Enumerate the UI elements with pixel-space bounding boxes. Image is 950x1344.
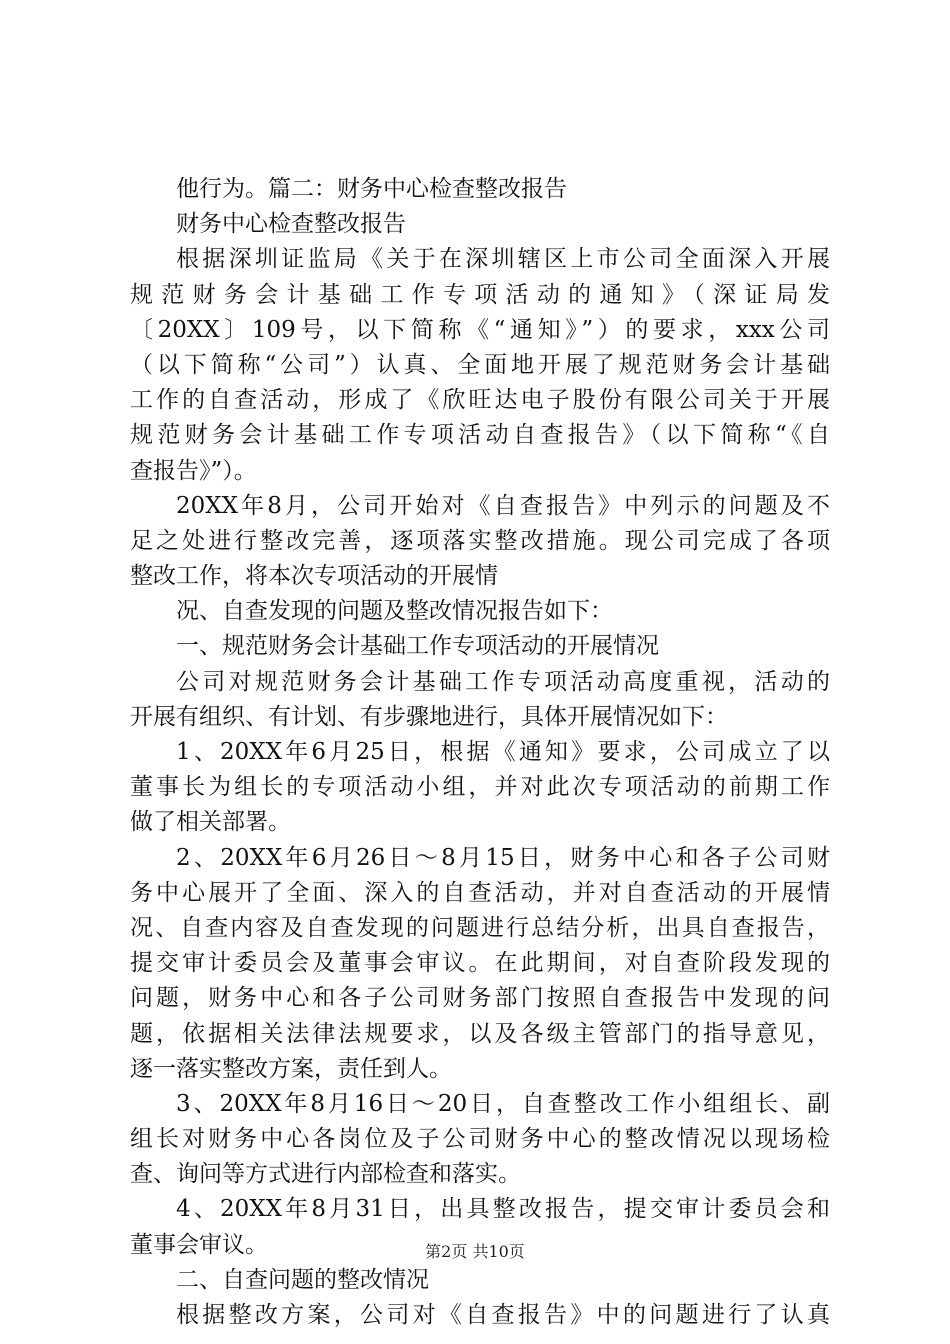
page-number-footer: 第2页 共10页 — [425, 1242, 525, 1261]
text-line: （以下简称“公司”）认真、全面地开展了规范财务会计基础 — [130, 351, 830, 378]
text-line: 〔20XX〕109号，以下简称《“通知》”）的要求，xxx公司 — [130, 316, 830, 343]
text-line: 况、自查内容及自查发现的问题进行总结分析，出具自查报告， — [130, 914, 830, 941]
text-line: 规范财务会计基础工作专项活动的通知》（深证局发 — [130, 281, 830, 308]
text-line: 整改工作，将本次专项活动的开展情 — [130, 563, 498, 590]
text-line: 财务中心检查整改报告 — [176, 211, 406, 238]
text-line: 逐一落实整改方案，责任到人。 — [130, 1055, 452, 1082]
text-line: 提交审计委员会及董事会审议。在此期间，对自查阶段发现的 — [130, 950, 830, 977]
text-line: 20XX年8月，公司开始对《自查报告》中列示的问题及不 — [176, 492, 830, 519]
text-line: 公司对规范财务会计基础工作专项活动高度重视，活动的 — [176, 668, 830, 695]
text-line: 他行为。篇二：财务中心检查整改报告 — [176, 176, 567, 202]
text-line: 题，依据相关法律法规要求，以及各级主管部门的指导意见， — [130, 1020, 830, 1047]
text-line: 一、规范财务会计基础工作专项活动的开展情况 — [176, 633, 659, 660]
text-line: 务中心展开了全面、深入的自查活动，并对自查活动的开展情 — [130, 879, 830, 906]
text-line: 4、20XX年8月31日，出具整改报告，提交审计委员会和 — [176, 1196, 830, 1223]
text-line: 2、20XX年6月26日～8月15日，财务中心和各子公司财 — [176, 844, 830, 871]
text-line: 况、自查发现的问题及整改情况报告如下： — [176, 598, 613, 625]
text-line: 工作的自查活动，形成了《欣旺达电子股份有限公司关于开展 — [130, 387, 830, 414]
text-line: 做了相关部署。 — [130, 809, 291, 836]
text-line: 董事会审议。 — [130, 1231, 268, 1258]
text-line: 3、20XX年8月16日～20日，自查整改工作小组组长、副 — [176, 1090, 830, 1117]
text-line: 问题，财务中心和各子公司财务部门按照自查报告中发现的问 — [130, 985, 830, 1012]
text-line: 规范财务会计基础工作专项活动自查报告》（以下简称“《自 — [130, 422, 830, 449]
text-line: 足之处进行整改完善，逐项落实整改措施。现公司完成了各项 — [130, 527, 830, 554]
text-line: 1、20XX年6月25日，根据《通知》要求，公司成立了以 — [176, 739, 830, 765]
text-line: 查报告》”）。 — [130, 457, 257, 484]
text-line: 根据深圳证监局《关于在深圳辖区上市公司全面深入开展 — [176, 246, 830, 273]
text-line: 查、询问等方式进行内部检查和落实。 — [130, 1161, 521, 1188]
text-line: 开展有组织、有计划、有步骤地进行，具体开展情况如下： — [130, 703, 728, 730]
text-line: 组长对财务中心各岗位及子公司财务中心的整改情况以现场检 — [130, 1126, 830, 1153]
text-line: 董事长为组长的专项活动小组，并对此次专项活动的前期工作 — [130, 774, 830, 801]
text-line: 根据整改方案，公司对《自查报告》中的问题进行了认真 — [176, 1302, 830, 1328]
document-body — [130, 172, 830, 1333]
text-line: 二、自查问题的整改情况 — [176, 1266, 429, 1293]
